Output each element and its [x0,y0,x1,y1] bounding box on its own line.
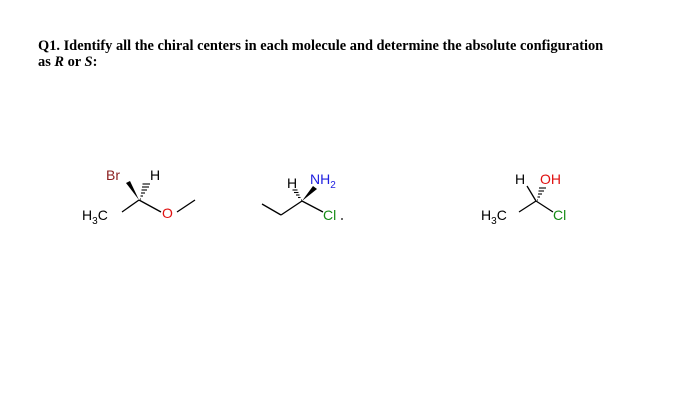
bond-c-cl [302,201,323,212]
bond-ch3-c1 [122,200,139,212]
atom-br: Br [106,167,120,183]
hash-bond-h [140,184,150,199]
bond-chain-2 [281,201,302,215]
question-r: R [54,54,65,70]
atom-h: H [287,175,298,191]
bond-c1-o [139,200,161,212]
bond-o-ch3 [177,200,195,212]
atom-methyl: $H_3C$ [82,207,108,227]
molecule-2 [262,171,343,223]
bond-c1-h [527,186,536,201]
hash-bond-oh [537,188,546,200]
atom-nh2: $NH_2$ [310,171,336,191]
hash-bond-h [293,190,303,200]
molecule-3 [481,171,566,227]
question-line-1: Q1. Identify all the chiral centers in each molecule and determine the absolute configuration [38,38,604,54]
bond-ch3-c1 [519,201,536,212]
atom-methyl: $H_3C$ [481,207,507,227]
atom-cl: Cl [323,207,337,223]
molecule-1 [82,167,195,227]
wedge-bond-nh2 [302,186,317,201]
question-s: S [84,54,93,70]
question-or: or [64,54,85,70]
atom-oxygen: O [162,205,173,221]
atom-h: H [515,171,526,187]
atom-cl: Cl [553,207,567,223]
bond-c1-cl [536,201,553,212]
period-mark [341,218,343,220]
atom-oh: OH [540,171,561,187]
question-as: as [38,54,55,70]
bond-chain-1 [262,204,281,215]
wedge-bond-br [126,181,139,200]
question-colon: : [92,54,98,70]
atom-h: H [150,167,161,183]
